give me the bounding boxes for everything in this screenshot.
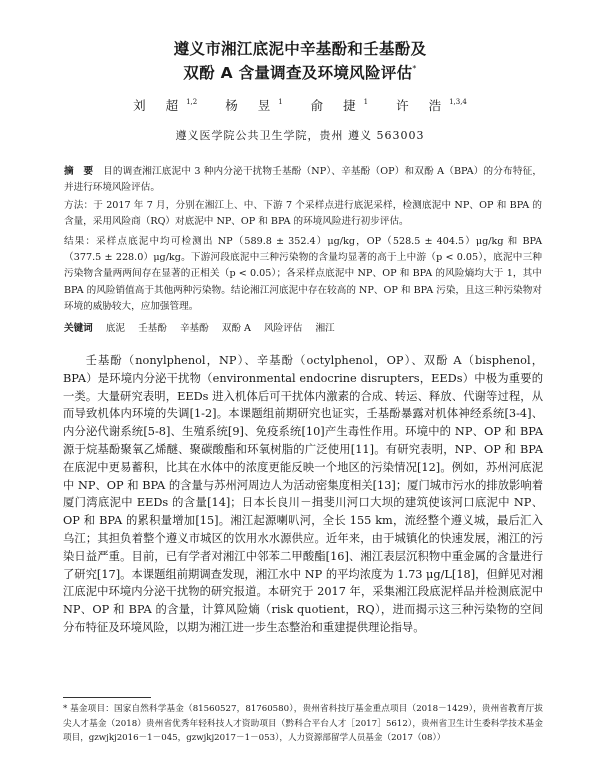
- keyword: 风险评估: [264, 323, 303, 334]
- abstract-methods: 方法：于 2017 年 7 月，分别在湘江上、中、下游 7 个采样点进行底泥采样，检测底泥中 NP、OP 和 BPA 的含量，采用风险商（RQ）对底泥中 NP、OP 和 BPA 的环境风险进行初步评估。: [64, 200, 542, 228]
- keywords: [64, 320, 542, 334]
- keyword: 辛基酚: [179, 323, 209, 334]
- author-1-name: 刘 超: [133, 98, 187, 113]
- paper-title-line-2-text: 双酚 A 含量调查及环境风险评估: [183, 64, 413, 82]
- author-3-name: 俞 捷: [310, 98, 364, 113]
- author-3: [311, 98, 368, 113]
- funding-mark: *: [412, 64, 417, 73]
- author-2: [225, 98, 282, 113]
- keyword: 双酚 A: [221, 323, 251, 334]
- keyword: 湘江: [315, 323, 335, 334]
- keyword: 壬基酚: [138, 323, 167, 334]
- author-1-affil: 1,2: [186, 98, 198, 106]
- author-4: [396, 98, 467, 113]
- body-text: [63, 352, 543, 637]
- abstract-purpose: [64, 164, 542, 196]
- abstract-purpose-text: 目的调查湘江底泥中 3 种内分泌干扰物壬基酚（NP）、辛基酚（OP）和双酚 A（BPA）的分布特征，并进行环境风险评估。: [64, 166, 542, 194]
- author-list: [0, 96, 600, 114]
- abstract-label: 摘 要: [64, 166, 94, 177]
- body-paragraph-1: 壬基酚（nonylphenol，NP）、辛基酚（octylphenol，OP）、双酚 A（bisphenol，BPA）是环境内分泌干扰物（environmental endocrine disrupters，EEDs）中极为重要的一类。大量研究表明，EEDs 进入机体后可干扰体内激素的合成、转运、释放、代谢等过程，从而导致机体内环境的失调[1-2]。本课题组前期研究也证实，壬基酚暴露对机体神经系统[3-4]、内分泌代谢系统[5-8]、生殖系统[9]、免疫系统[10]产生毒性作用。环境中的 NP、OP 和 BPA 源于烷基酚聚氧乙烯醚、聚碳酸酯和环氧树脂的广泛使用[11]。有研究表明，NP、OP 和 BPA 在底泥中更易蓄积，比其在水体中的浓度更能反映一个地区的污染情况[12]。例如，苏州河底泥中 NP、OP 和 BPA 的含量与苏州河周边人为活动密集度相关[13]；厦门城市污水的排放影响着厦门湾底泥中 EEDs 的含量[14]；日本长良川－揖斐川河口大坝的建筑使该河口底泥中 NP、OP 和 BPA 的累积量增加[15]。湘江起源喇叭河，全长 155 km，流经整个遵义城，最后汇入乌江；其担负着整个遵义市城区的饮用水水源供应。近年来，由于城镇化的快速发展，湘江的污染日益严重。目前，已有学者对湘江中邻苯二甲酸酯[16]、湘江表层沉积物中重金属的含量进行了研究[17]。本课题组前期调查发现，湘江水中 NP 的平均浓度为 1.73 μg/L[18]，但鲜见对湘江底泥中环境内分泌干扰物的研究报道。本研究于 2017 年，采集湘江段底泥样品并检测底泥中 NP、OP 和 BPA 的含量，计算风险熵（risk quotient，RQ），进而揭示这三种污染物的空间分布特征及环境风险，以期为湘江进一步生态整治和重建提供理论指导。: [63, 354, 543, 634]
- keyword: 底泥: [105, 323, 126, 334]
- footnote-rule: [63, 697, 151, 698]
- author-2-name: 杨 昱: [225, 98, 279, 113]
- keywords-label: 关键词: [64, 323, 93, 334]
- author-2-affil: 1: [278, 98, 283, 106]
- author-1: [133, 98, 197, 113]
- funding-footnote: * 基金项目：国家自然科学基金（81560527，81760580），贵州省科技厅基金重点项目（2018－1429），贵州省教育厅拔尖人才基金（2018）贵州省优秀年轻科技人才资助项目（黔科合平台人才［2017］5612），贵州省卫生计生委科学技术基金项目，gzwjkj2016－1－045，gzwjkj2017－1－053），人力资源部留学人员基金（2017（08））: [63, 704, 543, 744]
- paper-title-line-2: [0, 61, 600, 83]
- author-3-affil: 1: [363, 98, 369, 106]
- affiliation: 遵义医学院公共卫生学院，贵州 遵义 563003: [175, 129, 425, 142]
- author-4-affil: 1,3,4: [449, 98, 467, 106]
- abstract-results: 结果：采样点底泥中均可检测出 NP（589.8 ± 352.4）μg/kg，OP（528.5 ± 404.5）μg/kg 和 BPA（377.5 ± 228.0）μg/kg。下游河段底泥中三种污染物的含量均显著的高于上中游（p < 0.05），底泥中三种污染物含量两两间存在显著的正相关（p < 0.05）；各采样点底泥中 NP、OP 和 BPA 的风险熵均大于 1，其中 BPA 的风险销值高于其他两种污染物。结论湘江河底泥中存在较高的 NP、OP 和 BPA 污染，且这三种污染物对环境的威胁较大，应加强管理。: [64, 236, 542, 312]
- paper-title-line-1: 遵义市湘江底泥中辛基酚和壬基酚及: [173, 40, 427, 58]
- author-4-name: 许 浩: [396, 98, 450, 113]
